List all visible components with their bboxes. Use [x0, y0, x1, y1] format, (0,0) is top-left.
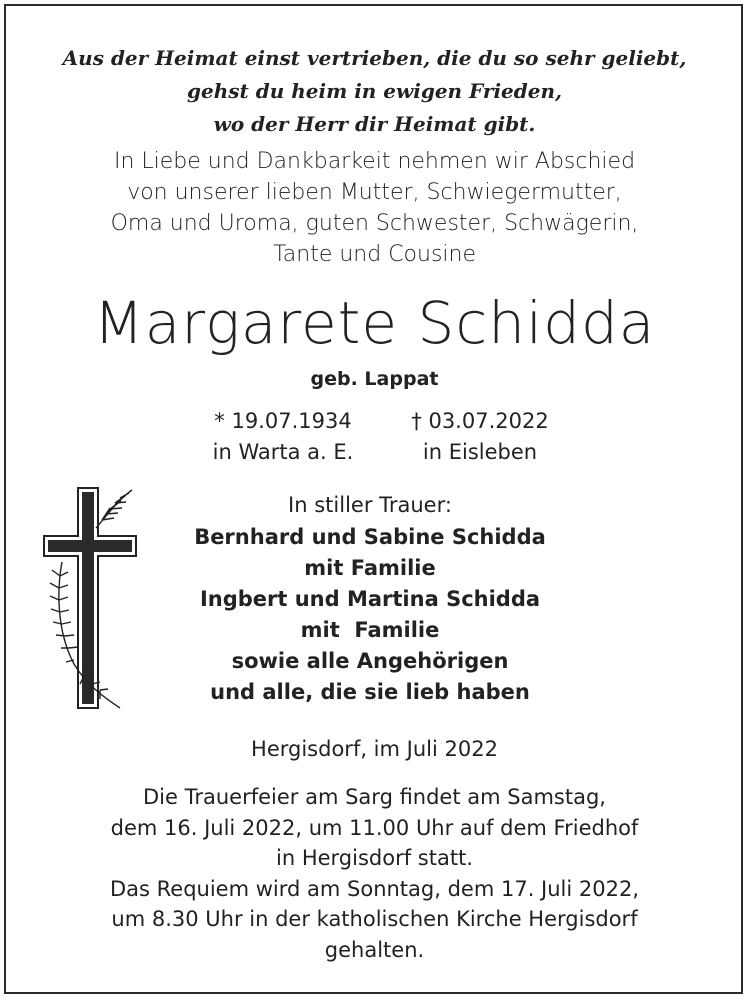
mourner-line: Ingbert und Martina Schidda	[199, 587, 541, 611]
mourners-list	[120, 522, 620, 708]
mourner-line: mit Familie	[304, 556, 436, 580]
poem-line: gehst du heim in ewigen Frieden,	[187, 79, 562, 103]
place-and-date: Hergisdorf, im Juli 2022	[251, 737, 498, 761]
service-line: Das Requiem wird am Sonntag, dem 17. Juli 2022,	[109, 876, 640, 901]
farewell-intro	[0, 146, 749, 270]
mourner-line: und alle, die sie lieb haben	[210, 680, 530, 704]
deceased-name: Margarete Schidda	[93, 289, 656, 357]
memorial-poem	[0, 42, 749, 141]
service-line: Die Trauerfeier am Sarg findet am Samstag,	[143, 785, 606, 809]
death-date: † 03.07.2022	[411, 409, 549, 433]
birth-date: * 19.07.1934	[214, 409, 352, 433]
service-line: um 8.30 Uhr in der katholischen Kirche Hergisdorf	[111, 907, 638, 931]
mourner-line: sowie alle Angehörigen	[231, 649, 509, 673]
mourning-heading: In stiller Trauer:	[288, 493, 452, 517]
birth-info	[188, 406, 378, 468]
service-line: in Hergisdorf statt.	[276, 846, 473, 870]
poem-line: wo der Herr dir Heimat gibt.	[213, 112, 536, 136]
intro-line: In Liebe und Dankbarkeit nehmen wir Abschied	[113, 149, 636, 174]
death-info	[378, 406, 582, 468]
birth-place: in Warta a. E.	[212, 440, 354, 464]
mourner-line: Bernhard und Sabine Schidda	[194, 525, 546, 549]
mourner-line: mit Familie	[300, 618, 440, 642]
intro-line: von unserer lieben Mutter, Schwiegermutter,	[127, 180, 622, 205]
intro-line: Tante und Cousine	[272, 242, 477, 267]
maiden-name: geb. Lappat	[310, 368, 439, 390]
service-details	[0, 782, 749, 965]
death-place: in Eisleben	[422, 440, 538, 464]
service-line: gehalten.	[324, 937, 425, 962]
poem-line: Aus der Heimat einst vertrieben, die du so sehr geliebt,	[62, 46, 687, 70]
service-line: dem 16. Juli 2022, um 11.00 Uhr auf dem Friedhof	[110, 815, 639, 840]
intro-line: Oma und Uroma, guten Schwester, Schwägerin,	[110, 211, 639, 236]
